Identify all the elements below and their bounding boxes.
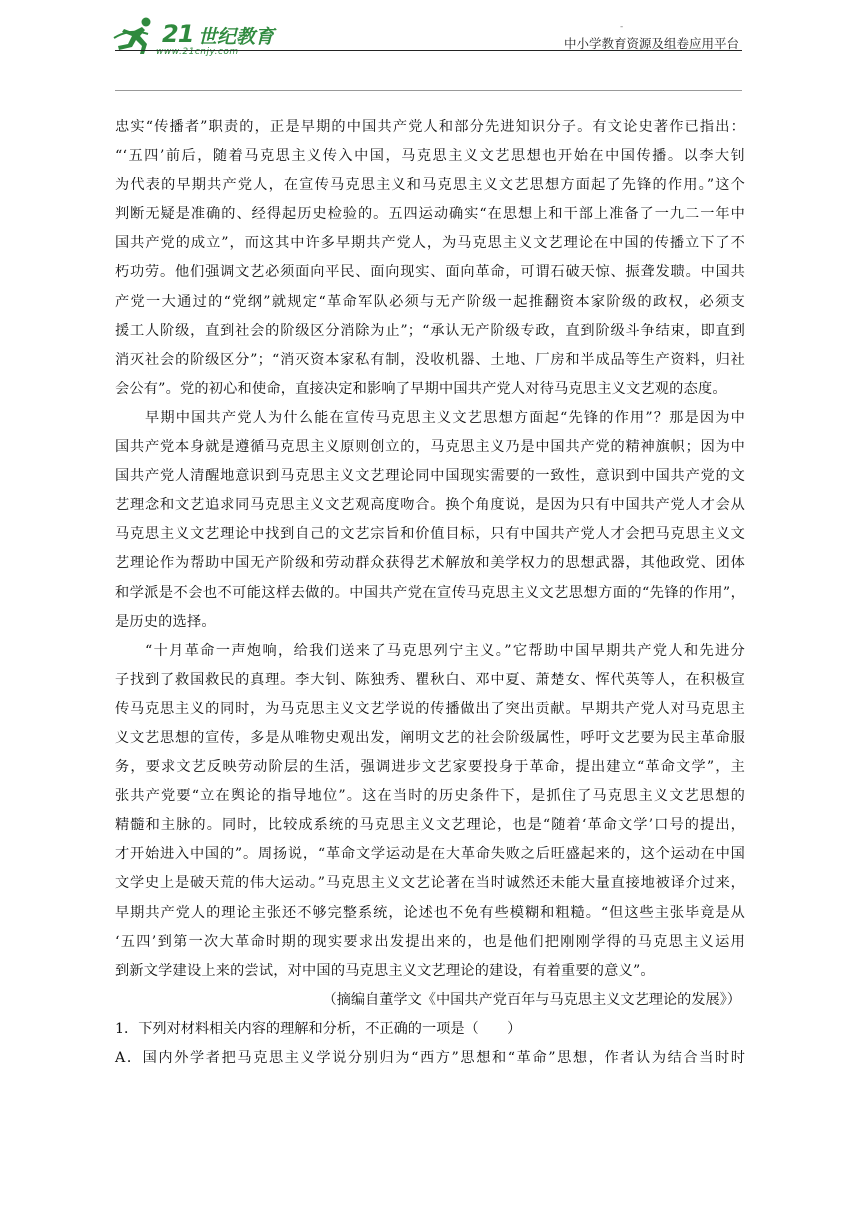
text-line: 子找到了救国救民的真理。李大钊、陈独秀、瞿秋白、邓中夏、萧楚女、恽代英等人，在积极宣 (115, 671, 745, 688)
text-line: 务，要求文艺反映劳动阶层的生活，强调进步文艺家要投身于革命，提出建立“革命文学”，主 (115, 759, 745, 776)
logo-text: 世纪教育 (198, 26, 275, 48)
source-citation: （摘编自董学文《中国共产党百年与马克思主义文艺理论的发展》） (322, 991, 741, 1008)
text-line: “十月革命一声炮响，给我们送来了马克思列宁主义。”它帮助中国早期共产党人和先进分 (145, 642, 745, 659)
text-line: 文学史上是破天荒的伟大运动。”马克思主义文艺论著在当时诚然还未能大量直接地被译介过来， (115, 875, 745, 892)
text-line: ‘五四’到第一次大革命时期的现实要求出发提出来的，也是他们把刚刚学得的马克思主义运用 (115, 933, 745, 950)
text-line: 朽功劳。他们强调文艺必须面向平民、面向现实、面向革命，可谓石破天惊、振聋发聩。中国共 (115, 264, 745, 281)
text-line: 张共产党要“立在舆论的指导地位”。这在当时的历史条件下，是抓住了马克思主义文艺思想的 (115, 788, 745, 805)
text-line: 国共产党本身就是遵循马克思主义原则创立的，马克思主义乃是中国共产党的精神旗帜；因为中 (115, 439, 745, 456)
text-line: 早期共产党人的理论主张还不够完整系统，论述也不免有些模糊和粗糙。“但这些主张毕竟是从 (115, 904, 745, 921)
text-line: 会公有”。党的初心和使命，直接决定和影响了早期中国共产党人对待马克思主义文艺观的态度。 (115, 380, 727, 397)
text-line: 艺理论作为帮助中国无产阶级和劳动群众获得艺术解放和美学权力的思想武器，其他政党、团体 (115, 555, 745, 572)
header-dash: - (620, 22, 624, 32)
logo-url: www.21cnjy.com (156, 47, 239, 57)
content-top-rule (115, 90, 742, 91)
article-body (115, 113, 745, 1073)
text-line: 忠实“传播者”职责的，正是早期的中国共产党人和部分先进知识分子。有文论史著作已指出： (115, 119, 745, 135)
question-stem: 1．下列对材料相关内容的理解和分析，不正确的一项是（ ） (115, 1020, 522, 1037)
text-line: 马克思主义文艺理论中找到自己的文艺宗旨和价值目标，只有中国共产党人才会把马克思主义文 (115, 526, 745, 543)
text-line: 国共产党的成立”，而这其中许多早期共产党人，为马克思主义文艺理论在中国的传播立下了不 (115, 235, 745, 252)
text-line: 和学派是不会也不可能这样去做的。中国共产党在宣传马克思主义文艺思想方面的“先锋的作用”， (115, 584, 745, 601)
text-line: 消灭社会的阶级区分”；“消灭资本家私有制，没收机器、土地、厂房和半成品等生产资料，归社 (115, 351, 745, 368)
option-a: A．国内外学者把马克思主义学说分别归为“西方”思想和“革命”思想，作者认为结合当时时 (115, 1050, 745, 1066)
paragraph-1 (115, 113, 745, 404)
text-line: 才开始进入中国的”。周扬说，“革命文学运动是在大革命失败之后旺盛起来的，这个运动在中国 (115, 846, 745, 863)
text-line: 为代表的早期共产党人，在宣传马克思主义和马克思主义文艺思想方面起了先锋的作用。”这个 (115, 177, 745, 194)
paragraph-2 (115, 404, 745, 637)
text-line: 国共产党人清醒地意识到马克思主义文艺理论同中国现实需要的一致性，意识到中国共产党的文 (115, 468, 745, 485)
text-line: 精髓和主脉的。同时，比较成系统的马克思主义文艺理论，也是“随着‘革命文学’口号的提出， (115, 817, 745, 834)
platform-name: 中小学教育资源及组卷应用平台 (563, 36, 739, 51)
text-line: 产党一大通过的“党纲”就规定“革命军队必须与无产阶级一起推翻资本家阶级的政权，必须支 (115, 293, 745, 310)
text-line: 早期中国共产党人为什么能在宣传马克思主义文艺思想方面起“先锋的作用”？那是因为中 (145, 409, 745, 426)
text-line: “‘五四’前后，随着马克思主义传入中国，马克思主义文艺思想也开始在中国传播。以李大钊 (115, 148, 745, 165)
paragraph-3 (115, 637, 745, 986)
text-line: 到新文学建设上来的尝试，对中国的马克思主义文艺理论的建设，有着重要的意义”。 (115, 962, 655, 979)
text-line: 艺理念和文艺追求同马克思主义文艺观高度吻合。换个角度说，是因为只有中国共产党人才会从 (115, 497, 745, 514)
logo (112, 14, 287, 62)
logo-number: 21 (162, 20, 194, 48)
text-line: 援工人阶级，直到社会的阶级区分消除为止”；“承认无产阶级专政，直到阶级斗争结束，即直到 (115, 322, 745, 339)
page-header (0, 0, 860, 95)
text-line: 传马克思主义的同时，为马克思主义文艺学说的传播做出了突出贡献。早期共产党人对马克思主 (115, 700, 745, 717)
text-line: 判断无疑是准确的、经得起历史检验的。五四运动确实“在思想上和干部上准备了一九二一年中 (115, 206, 745, 223)
text-line: 是历史的选择。 (115, 613, 216, 630)
header-divider (115, 50, 742, 51)
text-line: 义文艺思想的宣传，多是从唯物史观出发，阐明文艺的社会阶级属性，呼吁文艺要为民主革命服 (115, 729, 745, 746)
